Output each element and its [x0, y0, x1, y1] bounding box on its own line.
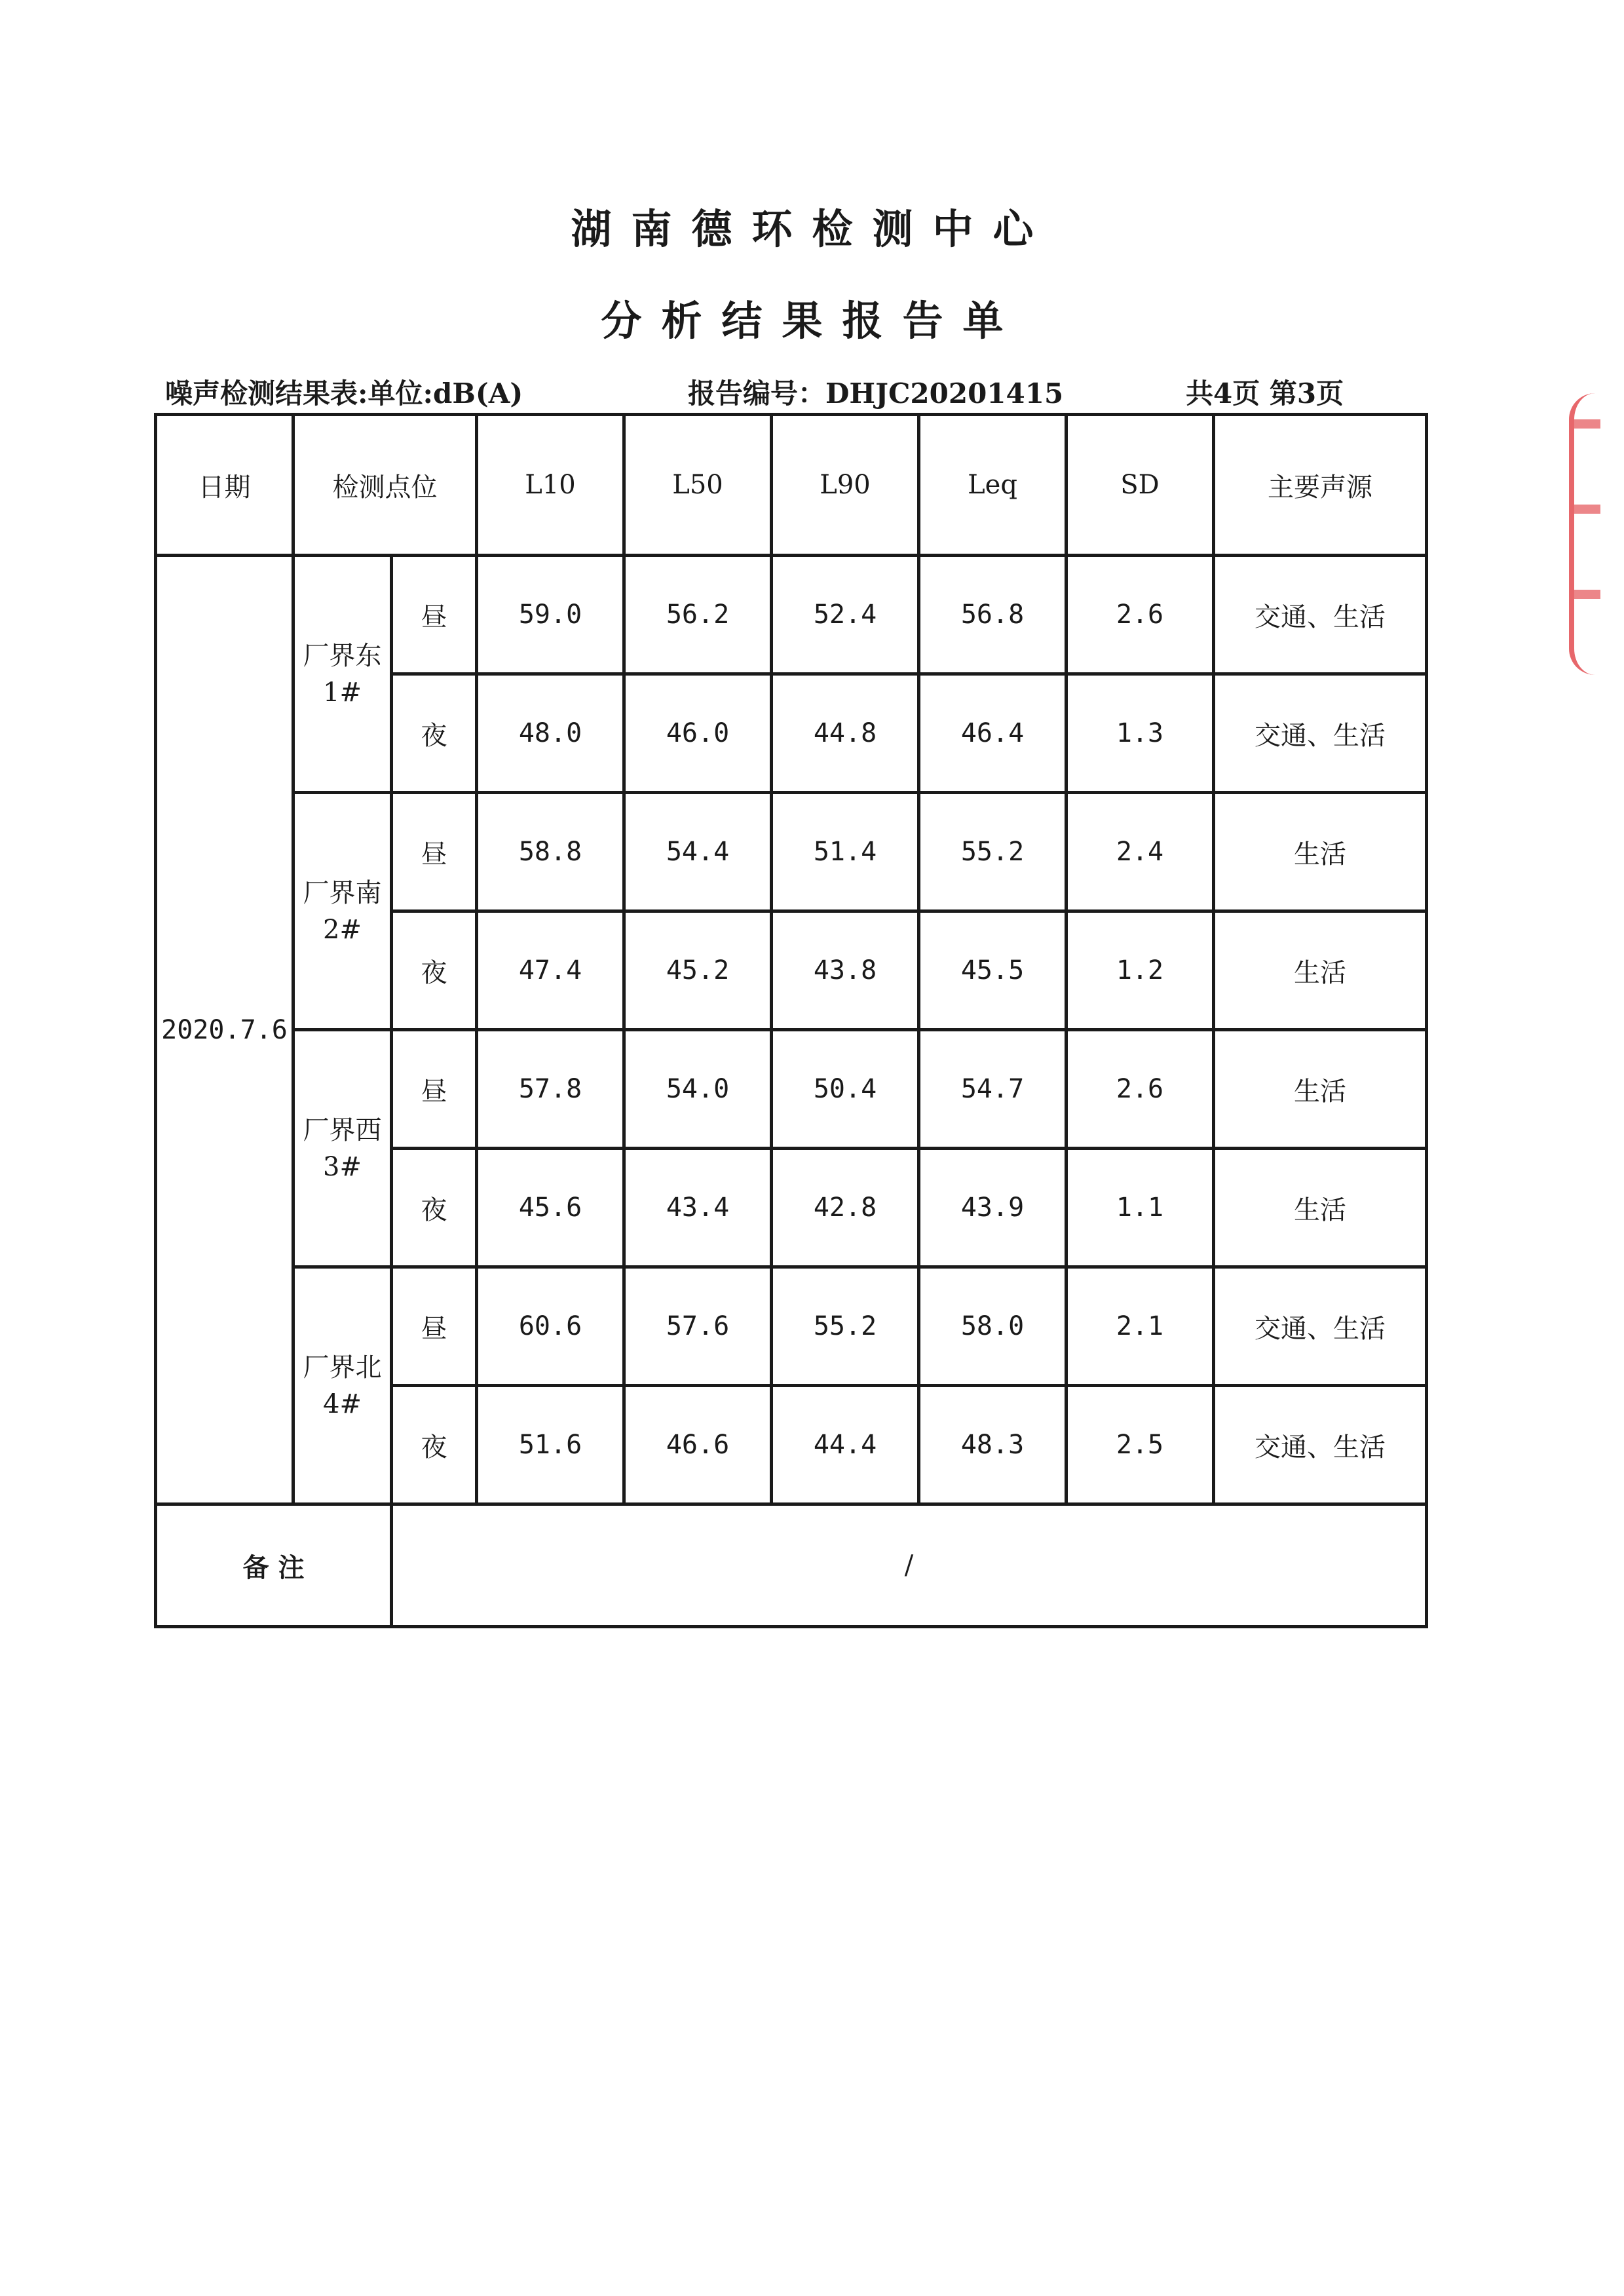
col-header-l50: L50 [624, 415, 772, 556]
site-cell [293, 556, 392, 793]
l50-value: 57.6 [624, 1267, 772, 1386]
table-caption: 噪声检测结果表:单位:dB(A) [165, 377, 523, 410]
org-title: 湖南德环检测中心 [571, 205, 1053, 253]
period-cell: 昼 [392, 1267, 477, 1386]
l50-value: 43.4 [624, 1149, 772, 1267]
l50-value: 46.0 [624, 674, 772, 793]
sd-value: 1.1 [1067, 1149, 1214, 1267]
remarks-value: / [392, 1504, 1427, 1627]
period-cell: 夜 [392, 1386, 477, 1504]
l90-value: 43.8 [772, 911, 919, 1030]
header-row [156, 415, 1427, 556]
l50-value: 46.6 [624, 1386, 772, 1504]
l90-value: 44.4 [772, 1386, 919, 1504]
site-name: 厂界南 [303, 877, 382, 908]
table-row [156, 1030, 1427, 1149]
period-cell: 昼 [392, 1030, 477, 1149]
sd-value: 2.6 [1067, 556, 1214, 674]
source-value: 交通、生活 [1214, 674, 1427, 793]
col-header-site: 检测点位 [293, 415, 477, 556]
l10-value: 45.6 [477, 1149, 624, 1267]
l90-value: 42.8 [772, 1149, 919, 1267]
col-header-sd: SD [1067, 415, 1214, 556]
site-cell [293, 793, 392, 1030]
sd-value: 2.4 [1067, 793, 1214, 911]
seal-stamp-fragment [1569, 393, 1620, 675]
l50-value: 56.2 [624, 556, 772, 674]
period-cell: 夜 [392, 911, 477, 1030]
leq-value: 55.2 [919, 793, 1067, 911]
document-title: 分析结果报告单 [601, 297, 1023, 345]
site-name: 厂界东 [303, 640, 382, 671]
seal-mark [1574, 419, 1600, 429]
page-info: 共4页 第3页 [1186, 377, 1344, 410]
table-row [156, 1267, 1427, 1386]
l10-value: 57.8 [477, 1030, 624, 1149]
l10-value: 51.6 [477, 1386, 624, 1504]
report-number: 报告编号：DHJC20201415 [688, 377, 1064, 410]
leq-value: 43.9 [919, 1149, 1067, 1267]
leq-value: 56.8 [919, 556, 1067, 674]
period-cell: 昼 [392, 793, 477, 911]
l10-value: 58.8 [477, 793, 624, 911]
period-cell: 夜 [392, 1149, 477, 1267]
source-value: 交通、生活 [1214, 1267, 1427, 1386]
remarks-label: 备 注 [156, 1504, 392, 1627]
col-header-l90: L90 [772, 415, 919, 556]
l90-value: 50.4 [772, 1030, 919, 1149]
l90-value: 51.4 [772, 793, 919, 911]
sd-value: 2.1 [1067, 1267, 1214, 1386]
leq-value: 45.5 [919, 911, 1067, 1030]
leq-value: 58.0 [919, 1267, 1067, 1386]
site-code: 1# [323, 677, 362, 708]
col-header-leq: Leq [919, 415, 1067, 556]
l10-value: 47.4 [477, 911, 624, 1030]
leq-value: 54.7 [919, 1030, 1067, 1149]
sd-value: 2.6 [1067, 1030, 1214, 1149]
seal-mark [1574, 590, 1600, 599]
col-header-source: 主要声源 [1214, 415, 1427, 556]
period-cell: 夜 [392, 674, 477, 793]
source-value: 生活 [1214, 1149, 1427, 1267]
site-cell [293, 1267, 392, 1504]
site-code: 4# [323, 1388, 362, 1419]
source-value: 交通、生活 [1214, 1386, 1427, 1504]
period-cell: 昼 [392, 556, 477, 674]
leq-value: 48.3 [919, 1386, 1067, 1504]
source-value: 生活 [1214, 1030, 1427, 1149]
remarks-row [156, 1504, 1427, 1627]
date-cell: 2020.7.6 [156, 556, 293, 1504]
site-name: 厂界北 [303, 1352, 382, 1383]
l50-value: 45.2 [624, 911, 772, 1030]
l50-value: 54.4 [624, 793, 772, 911]
source-value: 交通、生活 [1214, 556, 1427, 674]
source-value: 生活 [1214, 911, 1427, 1030]
col-header-date: 日期 [156, 415, 293, 556]
l10-value: 60.6 [477, 1267, 624, 1386]
sd-value: 1.3 [1067, 674, 1214, 793]
seal-mark [1574, 505, 1600, 514]
sd-value: 2.5 [1067, 1386, 1214, 1504]
l10-value: 59.0 [477, 556, 624, 674]
leq-value: 46.4 [919, 674, 1067, 793]
l50-value: 54.0 [624, 1030, 772, 1149]
table-row [156, 793, 1427, 911]
l90-value: 44.8 [772, 674, 919, 793]
site-code: 3# [323, 1151, 362, 1182]
source-value: 生活 [1214, 793, 1427, 911]
l10-value: 48.0 [477, 674, 624, 793]
site-name: 厂界西 [303, 1115, 382, 1145]
site-code: 2# [323, 914, 362, 945]
noise-results-table [154, 413, 1428, 1628]
l90-value: 52.4 [772, 556, 919, 674]
col-header-l10: L10 [477, 415, 624, 556]
sd-value: 1.2 [1067, 911, 1214, 1030]
table-row [156, 556, 1427, 674]
l90-value: 55.2 [772, 1267, 919, 1386]
site-cell [293, 1030, 392, 1267]
